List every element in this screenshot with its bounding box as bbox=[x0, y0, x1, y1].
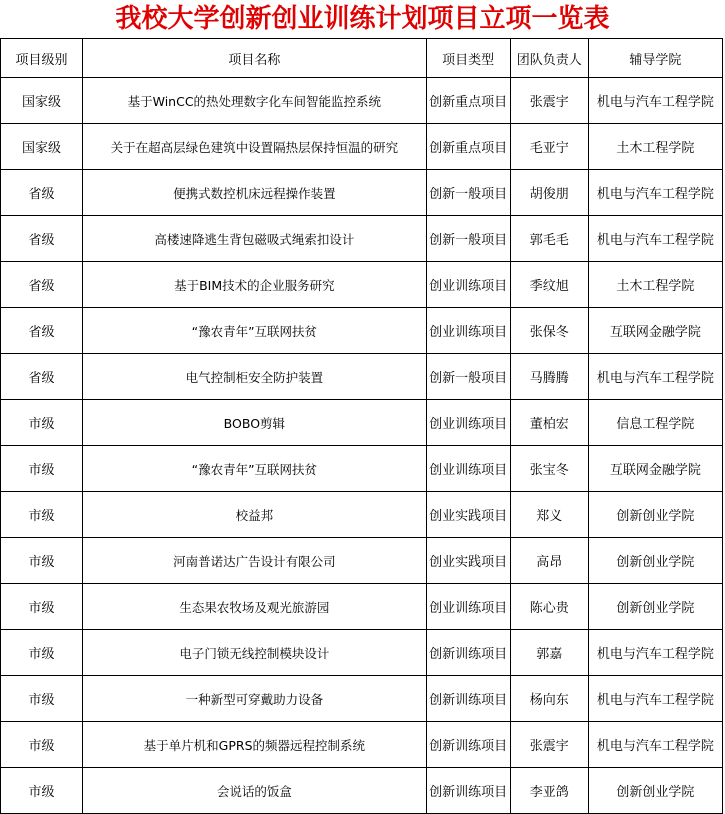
table-header-row bbox=[1, 39, 723, 78]
cell-name: 基于WinCC的热处理数字化车间智能监控系统 bbox=[83, 78, 426, 124]
table-row bbox=[1, 492, 723, 538]
cell-college: 创新创业学院 bbox=[588, 584, 722, 630]
project-table bbox=[0, 38, 723, 814]
table-row bbox=[1, 584, 723, 630]
cell-leader: 高昂 bbox=[510, 538, 588, 584]
cell-name: “豫农青年”互联网扶贫 bbox=[83, 308, 426, 354]
cell-level: 市级 bbox=[1, 676, 83, 722]
cell-college: 机电与汽车工程学院 bbox=[588, 354, 722, 400]
cell-leader: 张宝冬 bbox=[510, 446, 588, 492]
page-title: 我校大学创新创业训练计划项目立项一览表 bbox=[115, 4, 610, 34]
cell-level: 市级 bbox=[1, 400, 83, 446]
cell-college: 机电与汽车工程学院 bbox=[588, 630, 722, 676]
header-leader: 团队负责人 bbox=[510, 39, 588, 78]
cell-college: 创新创业学院 bbox=[588, 538, 722, 584]
cell-name: 基于BIM技术的企业服务研究 bbox=[83, 262, 426, 308]
cell-leader: 张震宇 bbox=[510, 78, 588, 124]
cell-type: 创业实践项目 bbox=[426, 538, 510, 584]
table-row bbox=[1, 124, 723, 170]
cell-name: 便携式数控机床远程操作装置 bbox=[83, 170, 426, 216]
cell-name: 高楼速降逃生背包磁吸式绳索扣设计 bbox=[83, 216, 426, 262]
header-type: 项目类型 bbox=[426, 39, 510, 78]
cell-name: 校益邦 bbox=[83, 492, 426, 538]
cell-name: 基于单片机和GPRS的频器远程控制系统 bbox=[83, 722, 426, 768]
cell-leader: 郭毛毛 bbox=[510, 216, 588, 262]
cell-type: 创新一般项目 bbox=[426, 216, 510, 262]
cell-leader: 季纹旭 bbox=[510, 262, 588, 308]
cell-college: 机电与汽车工程学院 bbox=[588, 170, 722, 216]
cell-name: 关于在超高层绿色建筑中设置隔热层保持恒温的研究 bbox=[83, 124, 426, 170]
cell-name: 生态果农牧场及观光旅游园 bbox=[83, 584, 426, 630]
cell-college: 机电与汽车工程学院 bbox=[588, 216, 722, 262]
cell-college: 土木工程学院 bbox=[588, 124, 722, 170]
cell-level: 市级 bbox=[1, 630, 83, 676]
cell-type: 创业训练项目 bbox=[426, 400, 510, 446]
cell-leader: 郑义 bbox=[510, 492, 588, 538]
cell-level: 省级 bbox=[1, 354, 83, 400]
header-college: 辅导学院 bbox=[588, 39, 722, 78]
cell-college: 机电与汽车工程学院 bbox=[588, 676, 722, 722]
cell-college: 创新创业学院 bbox=[588, 768, 722, 814]
cell-type: 创新一般项目 bbox=[426, 170, 510, 216]
cell-college: 创新创业学院 bbox=[588, 492, 722, 538]
table-row bbox=[1, 768, 723, 814]
table-row bbox=[1, 262, 723, 308]
cell-level: 市级 bbox=[1, 768, 83, 814]
table-row bbox=[1, 170, 723, 216]
table-row bbox=[1, 538, 723, 584]
cell-name: BOBO剪辑 bbox=[83, 400, 426, 446]
cell-level: 市级 bbox=[1, 538, 83, 584]
cell-leader: 郭嘉 bbox=[510, 630, 588, 676]
cell-name: 一种新型可穿戴助力设备 bbox=[83, 676, 426, 722]
cell-level: 市级 bbox=[1, 446, 83, 492]
table-body bbox=[1, 78, 723, 814]
table-row bbox=[1, 630, 723, 676]
table-row bbox=[1, 308, 723, 354]
cell-college: 信息工程学院 bbox=[588, 400, 722, 446]
cell-type: 创新训练项目 bbox=[426, 722, 510, 768]
cell-type: 创新重点项目 bbox=[426, 124, 510, 170]
cell-leader: 胡俊朋 bbox=[510, 170, 588, 216]
table-row bbox=[1, 722, 723, 768]
cell-leader: 马腾腾 bbox=[510, 354, 588, 400]
cell-name: 电子门锁无线控制模块设计 bbox=[83, 630, 426, 676]
cell-leader: 张保冬 bbox=[510, 308, 588, 354]
cell-type: 创业实践项目 bbox=[426, 492, 510, 538]
header-name: 项目名称 bbox=[83, 39, 426, 78]
cell-type: 创新一般项目 bbox=[426, 354, 510, 400]
cell-type: 创新重点项目 bbox=[426, 78, 510, 124]
cell-type: 创业训练项目 bbox=[426, 584, 510, 630]
cell-level: 省级 bbox=[1, 216, 83, 262]
cell-type: 创新训练项目 bbox=[426, 630, 510, 676]
cell-leader: 李亚鸽 bbox=[510, 768, 588, 814]
cell-leader: 陈心贵 bbox=[510, 584, 588, 630]
cell-college: 土木工程学院 bbox=[588, 262, 722, 308]
cell-college: 机电与汽车工程学院 bbox=[588, 78, 722, 124]
cell-name: 河南普诺达广告设计有限公司 bbox=[83, 538, 426, 584]
cell-type: 创业训练项目 bbox=[426, 308, 510, 354]
table-row bbox=[1, 400, 723, 446]
cell-level: 市级 bbox=[1, 722, 83, 768]
cell-type: 创新训练项目 bbox=[426, 768, 510, 814]
cell-level: 市级 bbox=[1, 492, 83, 538]
cell-college: 机电与汽车工程学院 bbox=[588, 722, 722, 768]
cell-level: 省级 bbox=[1, 262, 83, 308]
table-row bbox=[1, 216, 723, 262]
cell-leader: 毛亚宁 bbox=[510, 124, 588, 170]
cell-type: 创业训练项目 bbox=[426, 446, 510, 492]
table-row bbox=[1, 354, 723, 400]
cell-name: 会说话的饭盒 bbox=[83, 768, 426, 814]
cell-type: 创业训练项目 bbox=[426, 262, 510, 308]
cell-college: 互联网金融学院 bbox=[588, 308, 722, 354]
table-row bbox=[1, 676, 723, 722]
cell-college: 互联网金融学院 bbox=[588, 446, 722, 492]
cell-name: “豫农青年”互联网扶贫 bbox=[83, 446, 426, 492]
cell-type: 创新训练项目 bbox=[426, 676, 510, 722]
cell-level: 省级 bbox=[1, 170, 83, 216]
cell-leader: 张震宇 bbox=[510, 722, 588, 768]
cell-leader: 杨向东 bbox=[510, 676, 588, 722]
cell-level: 市级 bbox=[1, 584, 83, 630]
cell-name: 电气控制柜安全防护装置 bbox=[83, 354, 426, 400]
cell-level: 国家级 bbox=[1, 124, 83, 170]
table-row bbox=[1, 78, 723, 124]
table-row bbox=[1, 446, 723, 492]
cell-level: 省级 bbox=[1, 308, 83, 354]
header-level: 项目级别 bbox=[1, 39, 83, 78]
cell-level: 国家级 bbox=[1, 78, 83, 124]
cell-leader: 董柏宏 bbox=[510, 400, 588, 446]
